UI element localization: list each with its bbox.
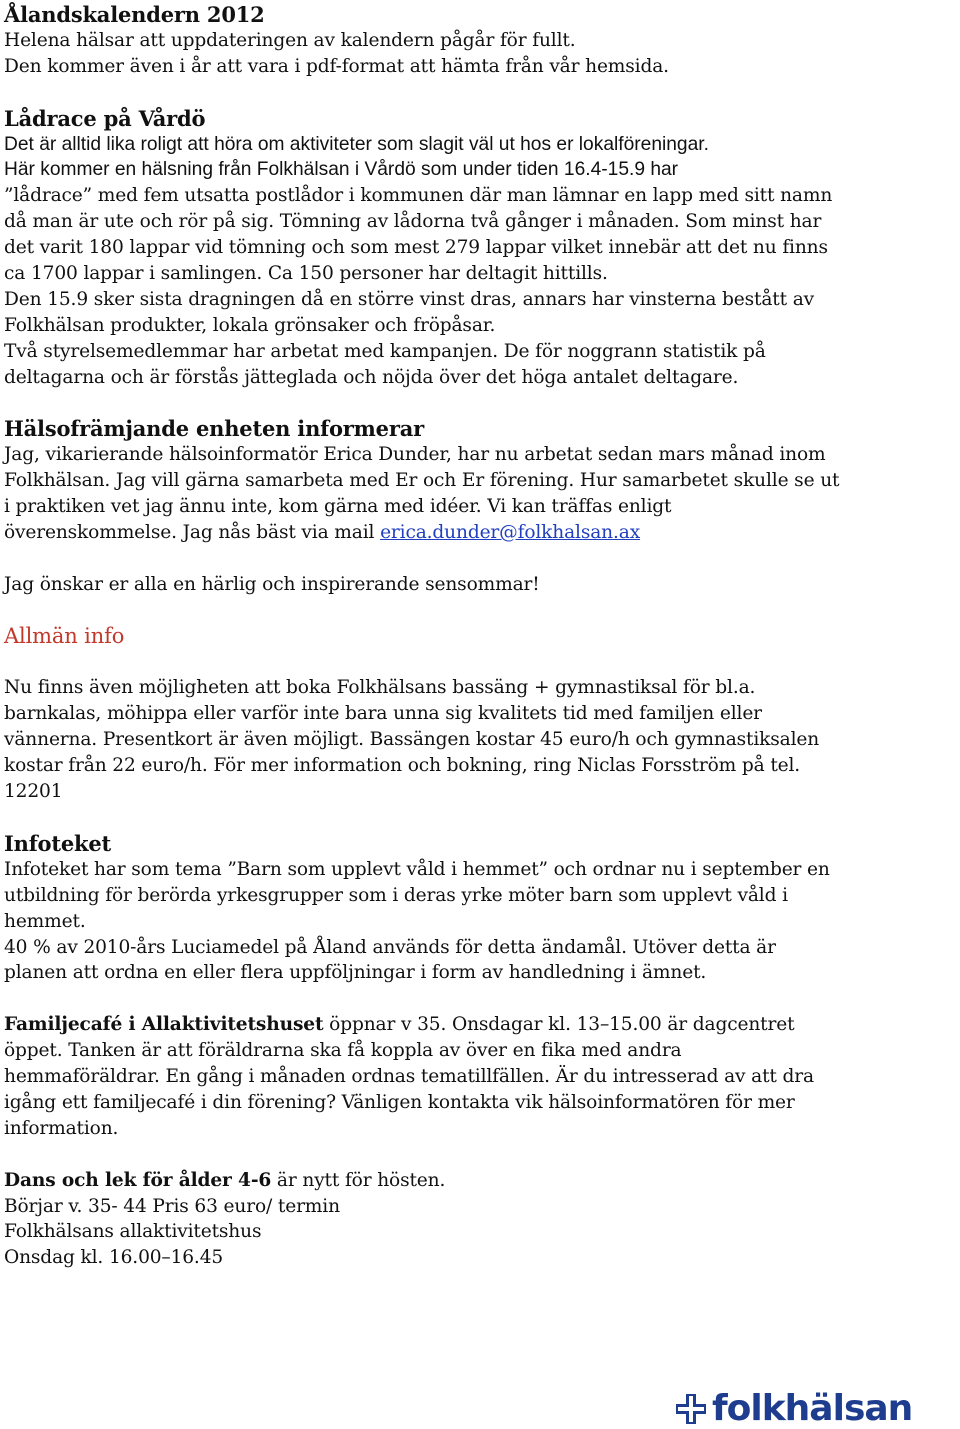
dans-line-3: Onsdag kl. 16.00–16.45 bbox=[4, 1247, 224, 1269]
spacer bbox=[4, 1142, 954, 1168]
ladrace-line-1: ”lådrace” med fem utsatta postlådor i kommunen där man lämnar en lapp med sitt namn bbox=[4, 185, 833, 207]
halso-mail-prefix: överenskommelse. Jag nås bäst via mail bbox=[4, 522, 381, 544]
spacer bbox=[4, 986, 954, 1012]
ladrace-line-8: deltagarna och är förstås jätteglada och nöjda över det höga antalet deltagare. bbox=[4, 366, 739, 388]
spacer bbox=[4, 805, 954, 831]
familjecafe-lead bbox=[4, 1012, 954, 1038]
infoteket-line-3: hemmet. bbox=[4, 910, 86, 932]
familjecafe-line-4: information. bbox=[4, 1117, 119, 1139]
halso-mail-line bbox=[4, 520, 954, 546]
kalender-line-1: Helena hälsar att uppdateringen av kalendern pågår för fullt. bbox=[4, 29, 576, 51]
logo-text: folkhälsan bbox=[712, 1388, 913, 1429]
allman-line-4: kostar från 22 euro/h. För mer information och bokning, ring Niclas Forsström på tel. bbox=[4, 755, 801, 777]
ladrace-line-4: ca 1700 lappar i samlingen. Ca 150 personer har deltagit hittills. bbox=[4, 263, 608, 285]
spacer bbox=[4, 391, 954, 417]
kalender-line-2: Den kommer även i år att vara i pdf-format att hämta från vår hemsida. bbox=[4, 55, 669, 77]
spacer bbox=[4, 598, 954, 624]
infoteket-line-4: 40 % av 2010-års Luciamedel på Åland används för detta ändamål. Utöver detta är bbox=[4, 936, 776, 958]
ladrace-line-6: Folkhälsan produkter, lokala grönsaker och fröpåsar. bbox=[4, 314, 496, 336]
heading-kalender: Ålandskalendern 2012 bbox=[4, 2, 265, 27]
infoteket-line-1: Infoteket har som tema ”Barn som upplevt våld i hemmet” och ordnar nu i september en bbox=[4, 858, 830, 880]
familjecafe-bold: Familjecafé i Allaktivitetshuset bbox=[4, 1014, 324, 1036]
document-page bbox=[4, 2, 954, 1271]
heading-infoteket: Infoteket bbox=[4, 830, 112, 856]
email-link[interactable]: erica.dunder@folkhalsan.ax bbox=[380, 522, 641, 544]
spacer bbox=[4, 546, 954, 572]
dans-bold: Dans och lek för ålder 4-6 bbox=[4, 1169, 272, 1191]
infoteket-line-2: utbildning för berörda yrkesgrupper som i deras yrke möter barn som upplevt våld i bbox=[4, 884, 788, 906]
dans-line-2: Folkhälsans allaktivitetshus bbox=[4, 1221, 262, 1243]
heading-halso: Hälsofrämjande enheten informerar bbox=[4, 416, 424, 442]
ladrace-line-5: Den 15.9 sker sista dragningen då en större vinst dras, annars har vinsterna bestått av bbox=[4, 288, 814, 310]
heading-ladrace: Lådrace på Vårdö bbox=[4, 105, 206, 131]
familjecafe-line-2: hemmaföräldrar. En gång i månaden ordnas tematillfällen. Är du intresserad av att dra bbox=[4, 1066, 814, 1088]
dans-line-1: Börjar v. 35- 44 Pris 63 euro/ termin bbox=[4, 1195, 340, 1217]
halso-line-3: i praktiken vet jag ännu inte, kom gärna med idéer. Vi kan träffas enligt bbox=[4, 496, 672, 518]
halso-closing: Jag önskar er alla en härlig och inspirerande sensommar! bbox=[4, 573, 540, 595]
halso-line-1: Jag, vikarierande hälsoinformatör Erica Dunder, har nu arbetat sedan mars månad inom bbox=[4, 444, 826, 466]
familjecafe-line-1: öppet. Tanken är att föräldrarna ska få koppla av över en fika med andra bbox=[4, 1040, 682, 1062]
familjecafe-line-3: igång ett familjecafé i din förening? Vänligen kontakta vik hälsoinformatören för mer bbox=[4, 1091, 795, 1113]
spacer bbox=[4, 80, 954, 106]
heading-allman: Allmän info bbox=[4, 623, 125, 648]
familjecafe-lead-rest: öppnar v 35. Onsdagar kl. 13–15.00 är dagcentret bbox=[323, 1014, 795, 1036]
ladrace-sans-line-2: Här kommer en hälsning från Folkhälsan i Vårdö som under tiden 16.4-15.9 har bbox=[4, 159, 679, 181]
ladrace-line-2: då man är ute och rör på sig. Tömning av lådorna två gånger i månaden. Som minst har bbox=[4, 211, 822, 233]
ladrace-sans-line-1: Det är alltid lika roligt att höra om aktiviteter som slagit väl ut hos er lokalföreningar. bbox=[4, 133, 709, 155]
allman-line-5: 12201 bbox=[4, 781, 63, 803]
dans-lead-rest: är nytt för hösten. bbox=[271, 1169, 446, 1191]
infoteket-line-5: planen att ordna en eller flera uppföljningar i form av handledning i ämnet. bbox=[4, 962, 707, 984]
folkhalsan-cross-icon bbox=[676, 1394, 706, 1424]
ladrace-line-3: det varit 180 lappar vid tömning och som mest 279 lappar vilket innebär att det nu finns bbox=[4, 237, 828, 259]
dans-lead bbox=[4, 1168, 954, 1194]
halso-line-2: Folkhälsan. Jag vill gärna samarbeta med Er och Er förening. Hur samarbetet skulle se ut bbox=[4, 470, 840, 492]
spacer bbox=[4, 650, 954, 676]
folkhalsan-logo bbox=[676, 1389, 912, 1429]
allman-line-2: barnkalas, möhippa eller varför inte bara unna sig kvalitets tid med familjen eller bbox=[4, 703, 762, 725]
allman-line-1: Nu finns även möjligheten att boka Folkhälsans bassäng + gymnastiksal för bl.a. bbox=[4, 677, 756, 699]
ladrace-line-7: Två styrelsemedlemmar har arbetat med kampanjen. De för noggrann statistik på bbox=[4, 340, 766, 362]
allman-line-3: vännerna. Presentkort är även möjligt. Bassängen kostar 45 euro/h och gymnastiksalen bbox=[4, 729, 820, 751]
